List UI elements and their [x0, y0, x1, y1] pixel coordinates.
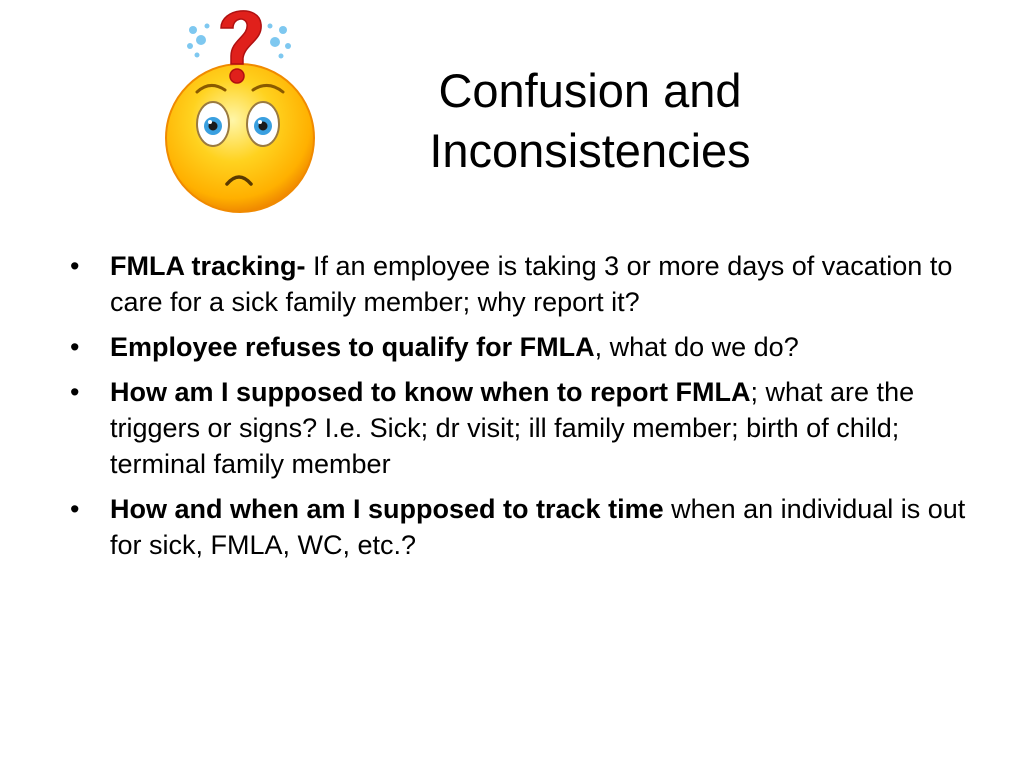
bullet-item [68, 329, 973, 365]
bullet-text: ; what are the triggers or signs? I.e. Sick; dr visit; ill family member; birth of child; terminal family member [110, 377, 915, 479]
bullet-list [68, 248, 973, 572]
bullet-bold-text: Employee refuses to qualify for FMLA [110, 332, 595, 362]
bullet-item [68, 248, 973, 320]
bullet-text: when an individual is out for sick, FMLA, WC, etc.? [110, 494, 966, 560]
title-line-1: Confusion and [438, 64, 742, 118]
bullet-icon: • [70, 332, 80, 362]
bullet-text: If an employee is taking 3 or more days of vacation to care for a sick family member; why report it? [110, 251, 953, 317]
confused-face-question-mark-icon [155, 0, 325, 215]
title-line-2: Inconsistencies [429, 124, 751, 178]
bullet-item [68, 491, 973, 563]
bullet-item [68, 374, 973, 482]
bullet-icon: • [70, 494, 80, 524]
slide-title [330, 61, 850, 181]
bullet-icon: • [70, 377, 80, 407]
bullet-bold-text: How and when am I supposed to track time [110, 494, 664, 524]
bullet-icon: • [70, 251, 80, 281]
bullet-bold-text: How am I supposed to know when to report FMLA [110, 377, 751, 407]
bullet-bold-text: FMLA tracking- [110, 251, 306, 281]
bullet-text: , what do we do? [594, 332, 799, 362]
